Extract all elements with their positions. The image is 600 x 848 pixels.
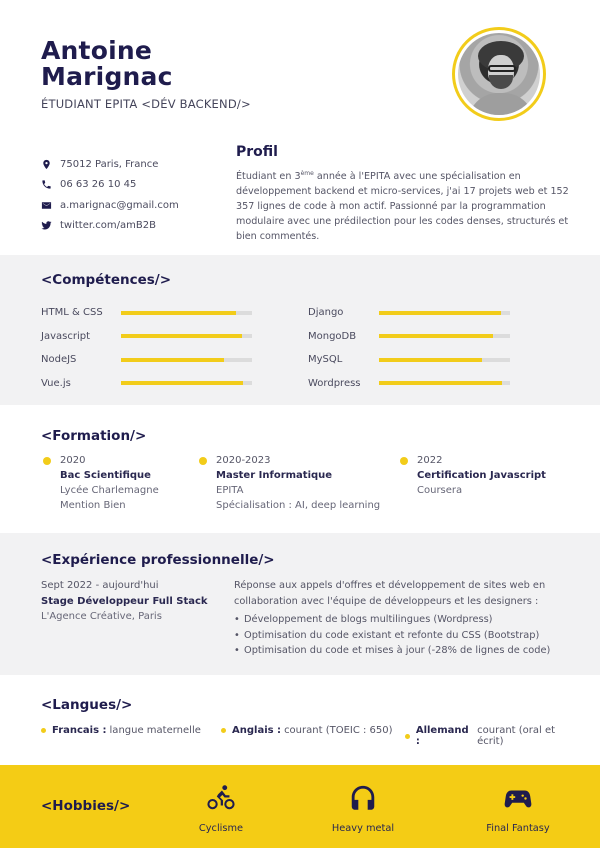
skill-label: Vue.js <box>41 377 71 389</box>
mail-icon <box>41 200 52 211</box>
hobby-label: Cyclisme <box>198 823 244 834</box>
skill-fill <box>379 381 502 385</box>
address-text: 75012 Paris, France <box>60 158 159 170</box>
experience-title: <Expérience professionnelle/> <box>41 552 275 568</box>
skill-fill <box>121 311 236 315</box>
skill-label: Javascript <box>41 330 90 342</box>
languages-title: <Langues/> <box>41 697 133 713</box>
skill-fill <box>121 381 243 385</box>
hobby-item <box>313 783 413 834</box>
profile-text: Étudiant en 3ème année à l'EPITA avec une spécialisation en développement backend et micro-services, j'ai 17 projets web et 152 357 lignes de code à mon actif. Passionné par la programmation modulaire avec une prédilection pour les codes denses, structurés et bien commentés. <box>236 170 569 243</box>
skill-fill <box>379 334 493 338</box>
education-item: 2022 Certification Javascript Coursera <box>417 453 546 498</box>
skill-label: MySQL <box>308 354 343 366</box>
skill-bar <box>379 358 510 362</box>
skill-fill <box>121 358 224 362</box>
skill-bar <box>121 381 252 385</box>
skill-row <box>41 325 252 349</box>
skill-fill <box>379 311 501 315</box>
skill-row <box>308 301 510 325</box>
profile-photo <box>452 27 546 121</box>
experience-section <box>0 533 600 675</box>
experience-role: Stage Développeur Full Stack <box>41 595 208 607</box>
twitter-link[interactable]: twitter.com/amB2B <box>60 220 156 232</box>
gamepad-icon <box>503 783 533 813</box>
skill-row <box>41 301 252 325</box>
twitter-icon <box>41 220 52 231</box>
timeline-dot <box>199 457 207 465</box>
profile-section <box>236 144 576 244</box>
bullet-item: • Optimisation du code et mises à jour (-28% de lignes de code) <box>234 643 584 659</box>
hobby-label: Final Fantasy <box>486 823 550 834</box>
skill-bar <box>121 311 252 315</box>
skill-bar <box>379 334 510 338</box>
skill-label: HTML & CSS <box>41 307 103 319</box>
skill-bar <box>121 358 252 362</box>
skill-bar <box>121 334 252 338</box>
last-name: Marignac <box>41 62 173 91</box>
experience-bullets <box>234 612 584 659</box>
skill-bar <box>379 381 510 385</box>
skill-fill <box>379 358 482 362</box>
bicycle-icon <box>206 783 236 813</box>
skills-right-column <box>308 301 510 395</box>
contact-address <box>41 154 179 175</box>
skill-fill <box>121 334 242 338</box>
formation-title: <Formation/> <box>41 428 147 444</box>
hobby-item <box>468 783 568 834</box>
skill-row <box>308 372 510 396</box>
bullet-dot <box>221 728 226 733</box>
skill-row <box>308 325 510 349</box>
experience-description: Réponse aux appels d'offres et développement de sites web en collaboration avec l'équipe de développeurs et les designers : • Développement de blogs multilingues (Wordpress) • Optimisation du code existant et refonte du CSS (Bootstrap) • Optimisation du code et mises à jour (-28% de lignes de code) <box>234 578 584 659</box>
phone-text: 06 63 26 10 45 <box>60 179 137 191</box>
skill-row <box>41 348 252 372</box>
job-title: ÉTUDIANT EPITA <DÉV BACKEND/> <box>41 97 251 111</box>
phone-icon <box>41 179 52 190</box>
headphones-icon <box>348 783 378 813</box>
timeline-dot <box>400 457 408 465</box>
skill-label: NodeJS <box>41 354 77 366</box>
skills-left-column <box>41 301 252 395</box>
skill-row <box>41 372 252 396</box>
timeline-dot <box>43 457 51 465</box>
bullet-dot <box>41 728 46 733</box>
skill-label: Wordpress <box>308 377 361 389</box>
skills-section <box>0 255 600 405</box>
contact-phone <box>41 175 179 196</box>
experience-meta <box>41 578 208 625</box>
profile-title: Profil <box>236 144 278 160</box>
experience-date: Sept 2022 - aujourd'hui <box>41 580 159 591</box>
bullet-item: • Optimisation du code existant et refonte du CSS (Bootstrap) <box>234 628 584 644</box>
formation-section <box>0 405 600 533</box>
location-pin-icon <box>41 159 52 170</box>
hobby-item <box>171 783 271 834</box>
education-item: 2020 Bac Scientifique Lycée Charlemagne Mention Bien <box>60 453 159 513</box>
skill-label: Django <box>308 307 344 319</box>
first-name: Antoine <box>41 36 152 65</box>
skill-row <box>308 348 510 372</box>
education-item: 2020-2023 Master Informatique EPITA Spécialisation : AI, deep learning <box>216 453 380 513</box>
languages-section <box>0 675 600 765</box>
portrait-image <box>458 33 540 115</box>
contact-email <box>41 195 179 216</box>
language-item: Francais : langue maternelle <box>41 725 201 736</box>
contact-list <box>41 154 179 236</box>
skill-bar <box>379 311 510 315</box>
hobby-label: Heavy metal <box>331 823 395 834</box>
email-link[interactable]: a.marignac@gmail.com <box>60 199 179 211</box>
skills-title: <Compétences/> <box>41 272 172 288</box>
resume-header <box>0 0 600 140</box>
skill-label: MongoDB <box>308 330 357 342</box>
language-item: Allemand : courant (oral et écrit) <box>405 725 581 747</box>
bullet-dot <box>405 734 410 739</box>
candidate-name <box>41 38 173 90</box>
language-item: Anglais : courant (TOEIC : 650) <box>221 725 393 736</box>
bullet-item: • Développement de blogs multilingues (Wordpress) <box>234 612 584 628</box>
contact-twitter <box>41 216 179 237</box>
experience-company: L'Agence Créative, Paris <box>41 611 162 622</box>
hobbies-title: <Hobbies/> <box>41 798 131 814</box>
hobbies-section <box>0 765 600 848</box>
